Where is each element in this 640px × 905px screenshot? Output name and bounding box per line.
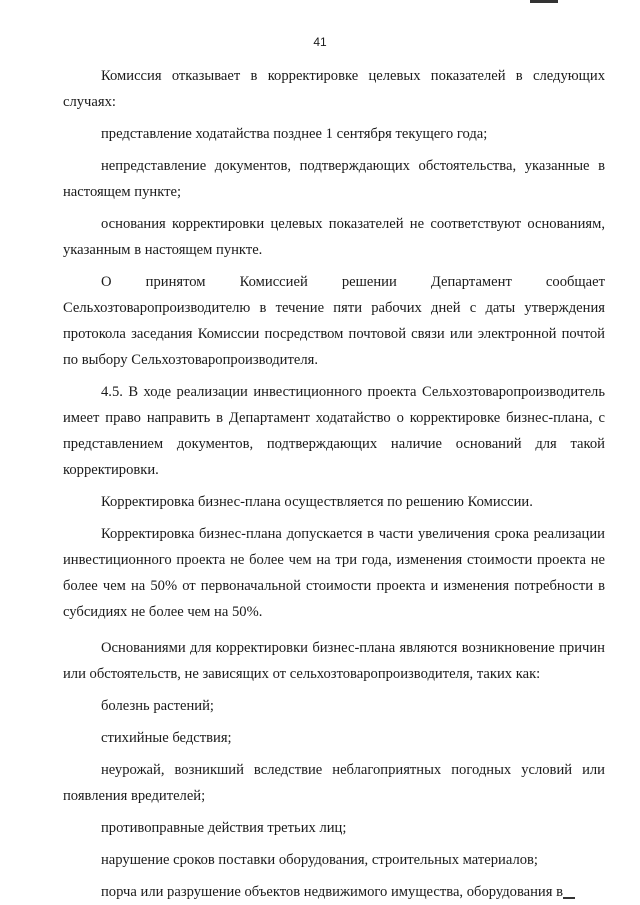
list-item: порча или разрушение объектов недвижимого имущества, оборудования в: [101, 884, 563, 900]
list-item: нарушение сроков поставки оборудования, строительных материалов;: [101, 852, 538, 868]
paragraph: Корректировка бизнес-плана осуществляется по решению Комиссии.: [101, 494, 533, 510]
paragraph: Основаниями для корректировки бизнес-плана являются возникновение причин или обстоятельств, не зависящих от сельхозтоваропроизводителя, таких как:: [63, 640, 605, 682]
list-item: непредставление документов, подтверждающих обстоятельства, указанные в настоящем пункте;: [63, 158, 605, 200]
list-item: неурожай, возникший вследствие неблагоприятных погодных условий или появления вредителей;: [63, 762, 605, 804]
paragraph: Комиссия отказывает в корректировке целевых показателей в следующих случаях:: [63, 68, 605, 110]
paragraph: О принятом Комиссией решении Департамент сообщает Сельхозтоваропроизводителю в течение пяти рабочих дней с даты утверждения протокола заседания Комиссии посредством почтовой связи или электронной почтой по выбору Сельхозтоваропроизводителя.: [63, 274, 605, 368]
list-item: стихийные бедствия;: [101, 730, 232, 746]
list-item: представление ходатайства позднее 1 сентября текущего года;: [101, 126, 488, 142]
list-item: болезнь растений;: [101, 698, 214, 714]
paragraph: 4.5. В ходе реализации инвестиционного проекта Сельхозтоваропроизводитель имеет право направить в Департамент ходатайство о корректировке бизнес-плана, с представлением документов, подтверждающих наличие оснований для такой корректировки.: [63, 384, 605, 478]
paragraph: Корректировка бизнес-плана допускается в части увеличения срока реализации инвестиционного проекта не более чем на три года, изменения стоимости проекта не более чем на 50% от первоначальной стоимости проекта и изменения потребности в субсидиях не более чем на 50%.: [63, 526, 605, 620]
scan-mark-bottom: [563, 897, 575, 899]
page-number: 41: [313, 35, 327, 49]
list-item: противоправные действия третьих лиц;: [101, 820, 347, 836]
scan-mark-top: [530, 0, 558, 3]
list-item: основания корректировки целевых показателей не соответствуют основаниям, указанным в настоящем пункте.: [63, 216, 605, 258]
document-body: [63, 63, 605, 905]
